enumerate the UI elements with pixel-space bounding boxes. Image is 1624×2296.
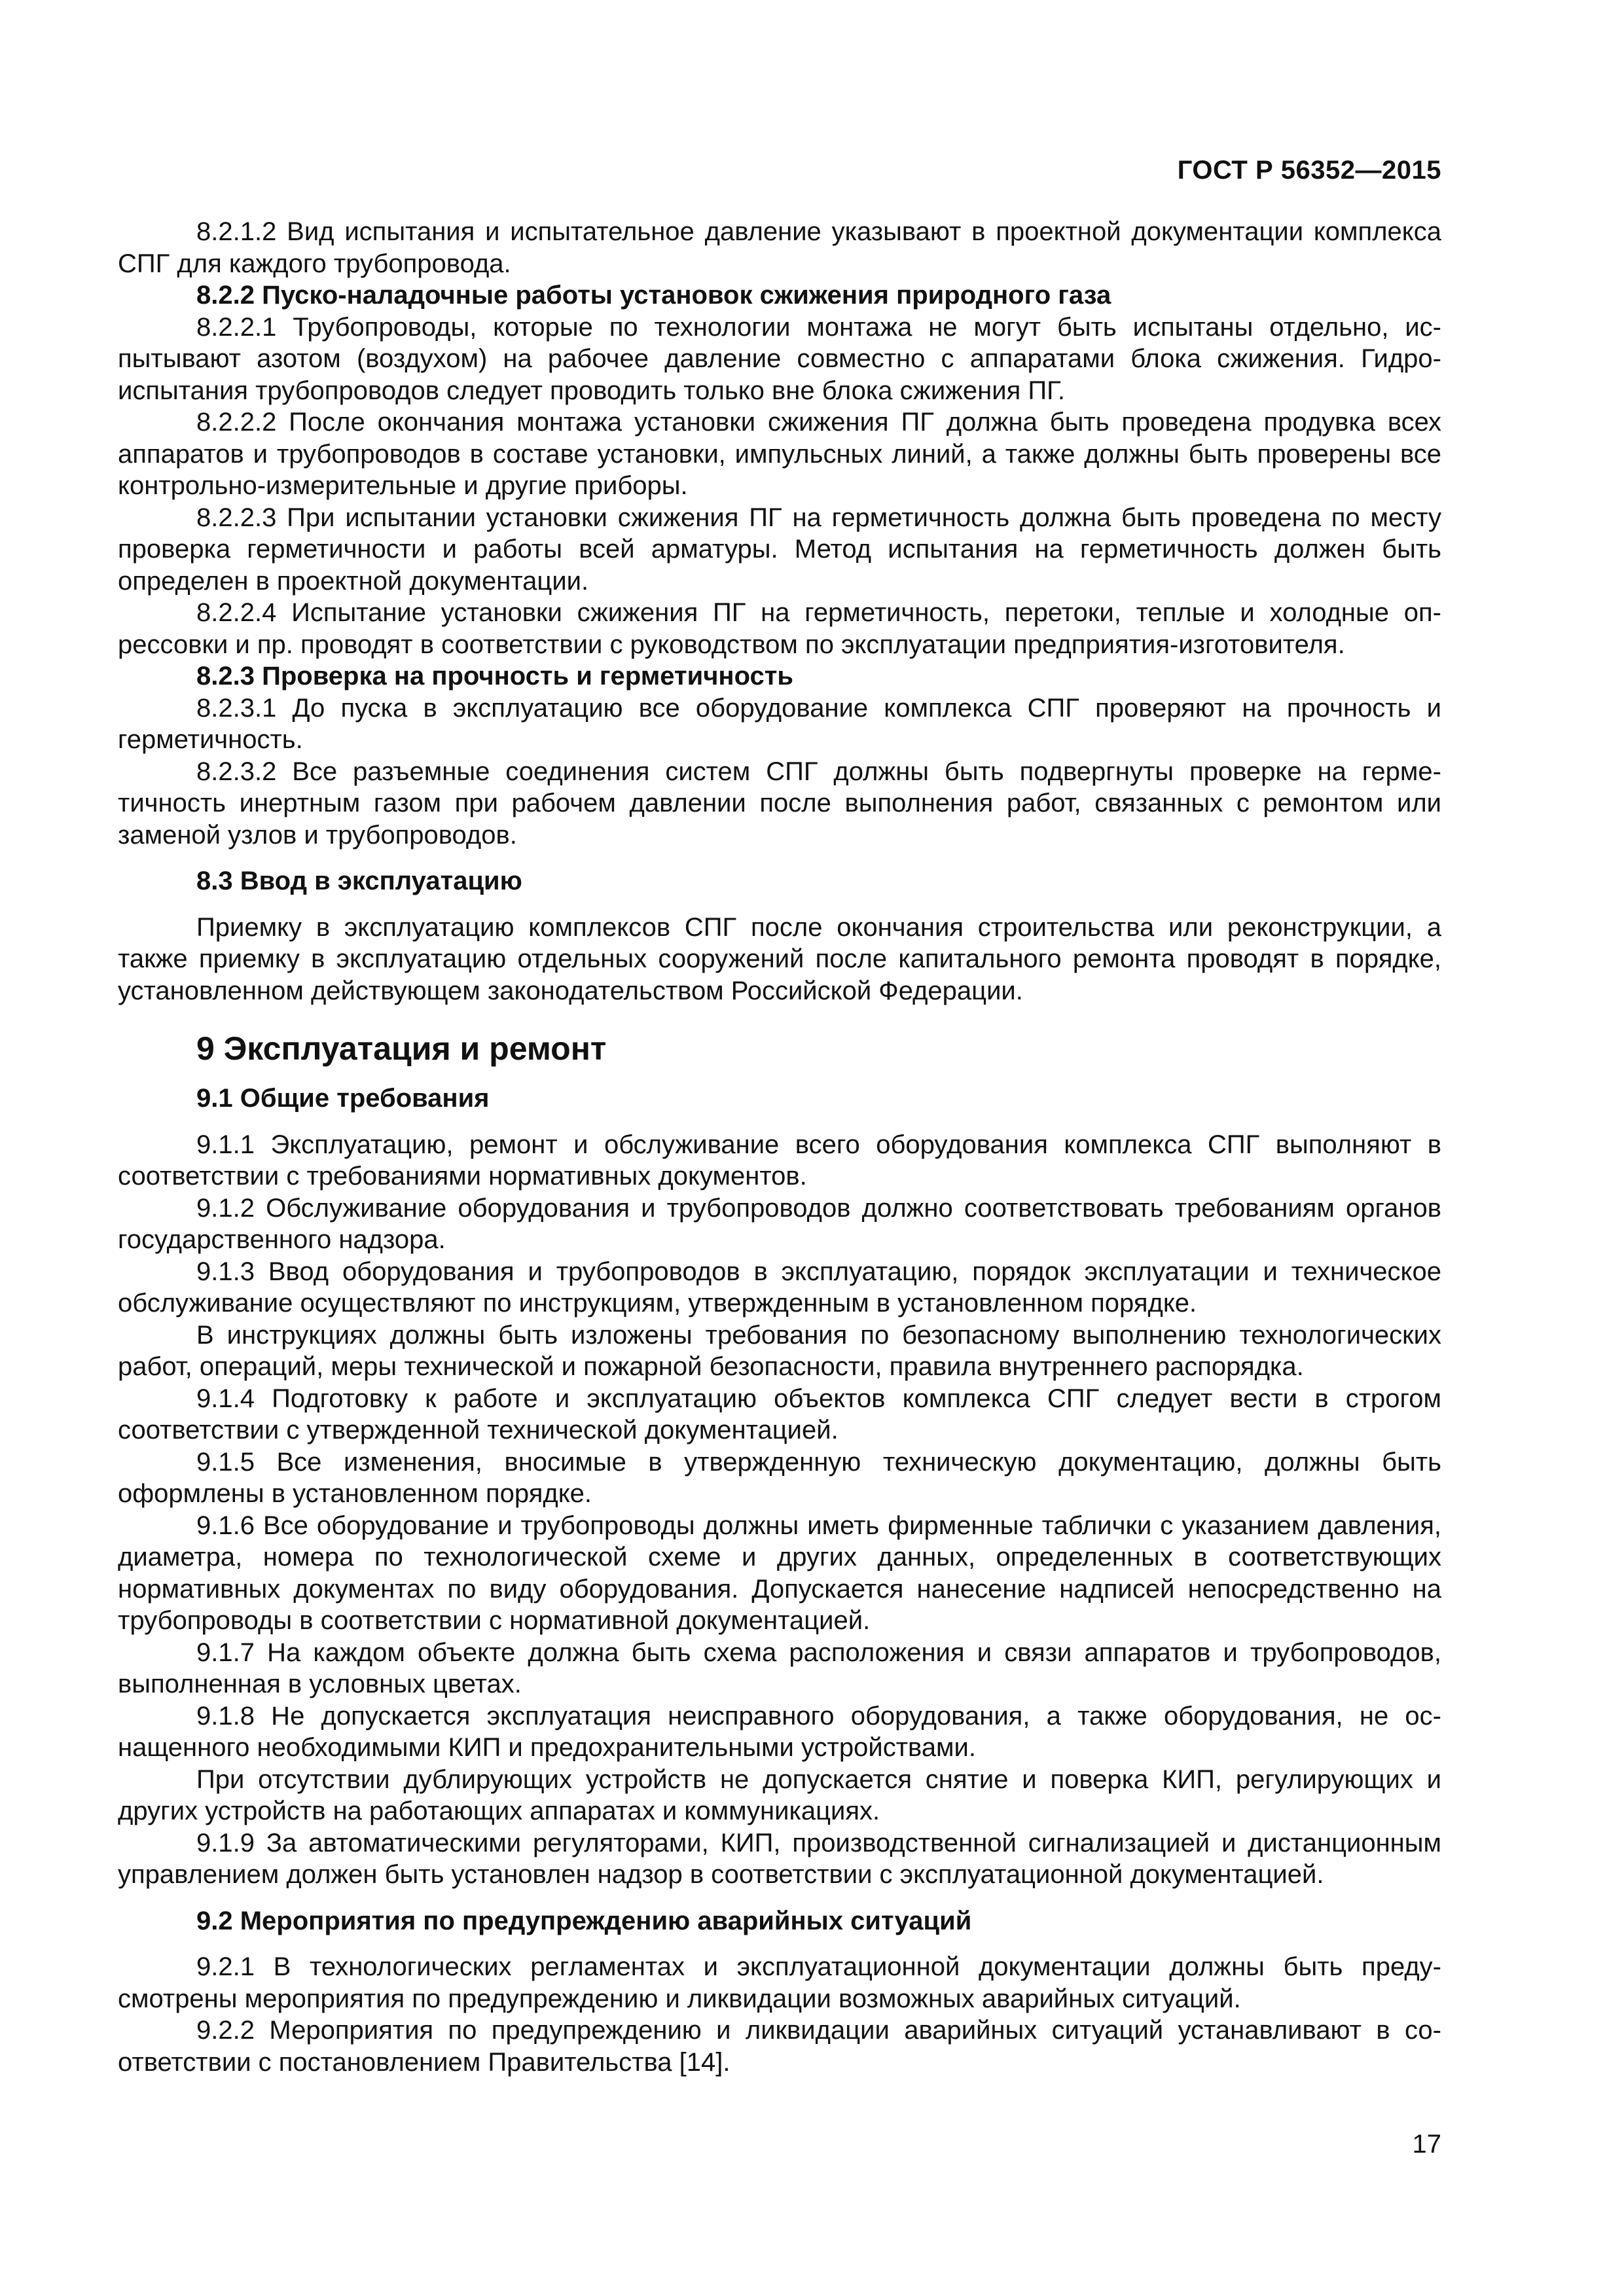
- paragraph-9-1-2: 9.1.2 Обслуживание оборудования и трубопроводов должно соответствовать требованиям органов государственного надзора.: [118, 1193, 1441, 1254]
- heading-9-2: 9.2 Мероприятия по предупреждению аварийных ситуаций: [196, 1906, 972, 1935]
- paragraph-8-2-2-4: 8.2.2.4 Испытание установки сжижения ПГ на герметичность, перетоки, теплые и холодные опрессовки и пр. проводят в соответствии с руководством по эксплуатации предприятия-изготовителя.: [118, 598, 1441, 659]
- paragraph-9-1-4: 9.1.4 Подготовку к работе и эксплуатацию объектов комплекса СПГ следует вести в строгом соответствии с утвержденной технической документацией.: [118, 1384, 1441, 1444]
- paragraph-9-1-3: 9.1.3 Ввод оборудования и трубопроводов в эксплуатацию, порядок эксплуатации и техническое обслуживание осуществляют по инструкциям, утвержденным в установленном порядке.: [118, 1257, 1441, 1318]
- heading-chapter-9: 9 Эксплуатация и ремонт: [196, 1030, 607, 1067]
- paragraph-9-1-8: 9.1.8 Не допускается эксплуатация неисправного оборудования, а также оборудования, не оснащенного необходимыми КИП и предохранительными устройствами.: [118, 1701, 1441, 1762]
- paragraph-9-2-2: 9.2.2 Мероприятия по предупреждению и ликвидации аварийных ситуаций устанавливают в соответствии с постановлением Правительства [14].: [118, 2016, 1441, 2077]
- document-body: [118, 216, 1441, 2078]
- paragraph-8-2-2-2: 8.2.2.2 После окончания монтажа установки сжижения ПГ должна быть проведена продувка всех аппаратов и трубопроводов в составе установки, импульсных линий, а также должны быть проверены все контрольно-измерительные и другие приборы.: [118, 408, 1441, 500]
- standard-designation: ГОСТ Р 56352—2015: [1177, 156, 1441, 185]
- paragraph-8-2-1-2: 8.2.1.2 Вид испытания и испытательное давление указывают в проектной документации комплекса СПГ для каждого трубопровода.: [118, 217, 1441, 278]
- paragraph-8-2-2-1: 8.2.2.1 Трубопроводы, которые по технологии монтажа не могут быть испытаны отдельно, испытывают азотом (воздухом) на рабочее давление совместно с аппаратами блока сжижения. Гидроиспытания трубопроводов следует проводить только вне блока сжижения ПГ.: [118, 312, 1441, 405]
- paragraph-9-1-9: 9.1.9 За автоматическими регуляторами, КИП, производственной сигнализацией и дистанционным управлением должен быть установлен надзор в соответствии с эксплуатационной документацией.: [118, 1828, 1441, 1889]
- paragraph-9-1-7: 9.1.7 На каждом объекте должна быть схема расположения и связи аппаратов и трубопроводов, выполненная в условных цветах.: [118, 1638, 1441, 1698]
- paragraph-8-2-3-1: 8.2.3.1 До пуска в эксплуатацию все оборудование комплекса СПГ проверяют на прочность и герметичность.: [118, 693, 1441, 754]
- paragraph-9-1-8-redundancy: При отсутствии дублирующих устройств не допускается снятие и поверка КИП, регулирующих и других устройств на работающих аппаратах и коммуникациях.: [118, 1765, 1441, 1825]
- page-number: 17: [1412, 2130, 1441, 2159]
- paragraph-9-1-3-instructions: В инструкциях должны быть изложены требования по безопасному выполнению технологических работ, операций, меры технической и пожарной безопасности, правила внутреннего распорядка.: [118, 1320, 1441, 1381]
- heading-8-2-2: 8.2.2 Пуско-наладочные работы установок сжижения природного газа: [196, 281, 1111, 310]
- heading-8-3: 8.3 Ввод в эксплуатацию: [196, 867, 522, 895]
- paragraph-8-2-2-3: 8.2.2.3 При испытании установки сжижения ПГ на герметичность должна быть проведена по месту проверка герметичности и работы всей арматуры. Метод испытания на герметичность должен быть определен в проектной документации.: [118, 503, 1441, 596]
- document-page: [118, 0, 1441, 2296]
- paragraph-9-2-1: 9.2.1 В технологических регламентах и эксплуатационной документации должны быть предусмотрены мероприятия по предупреждению и ликвидации возможных аварийных ситуаций.: [118, 1952, 1441, 2013]
- paragraph-8-3: Приемку в эксплуатацию комплексов СПГ после окончания строительства или реконструкции, а также приемку в эксплуатацию отдельных сооружений после капитального ремонта проводят в порядке, установленном действующем законодательством Российской Федерации.: [118, 912, 1441, 1005]
- heading-9-1: 9.1 Общие требования: [196, 1084, 490, 1113]
- paragraph-9-1-5: 9.1.5 Все изменения, вносимые в утвержденную техническую документацию, должны быть оформлены в установленном порядке.: [118, 1447, 1441, 1508]
- heading-8-2-3: 8.2.3 Проверка на прочность и герметичность: [196, 662, 793, 691]
- paragraph-8-2-3-2: 8.2.3.2 Все разъемные соединения систем СПГ должны быть подвергнуты проверке на герметичность инертным газом при рабочем давлении после выполнения работ, связанных с ремонтом или заменой узлов и трубопроводов.: [118, 757, 1441, 850]
- paragraph-9-1-6: 9.1.6 Все оборудование и трубопроводы должны иметь фирменные таблички с указанием давления, диаметра, номера по технологической схеме и других данных, определенных в соответствующих нормативных документах по виду оборудования. Допускается нанесение надписей непосредственно на трубопроводы в соответствии с нормативной документацией.: [118, 1511, 1441, 1635]
- paragraph-9-1-1: 9.1.1 Эксплуатацию, ремонт и обслуживание всего оборудования комплекса СПГ выполняют в соответствии с требованиями нормативных документов.: [118, 1130, 1441, 1191]
